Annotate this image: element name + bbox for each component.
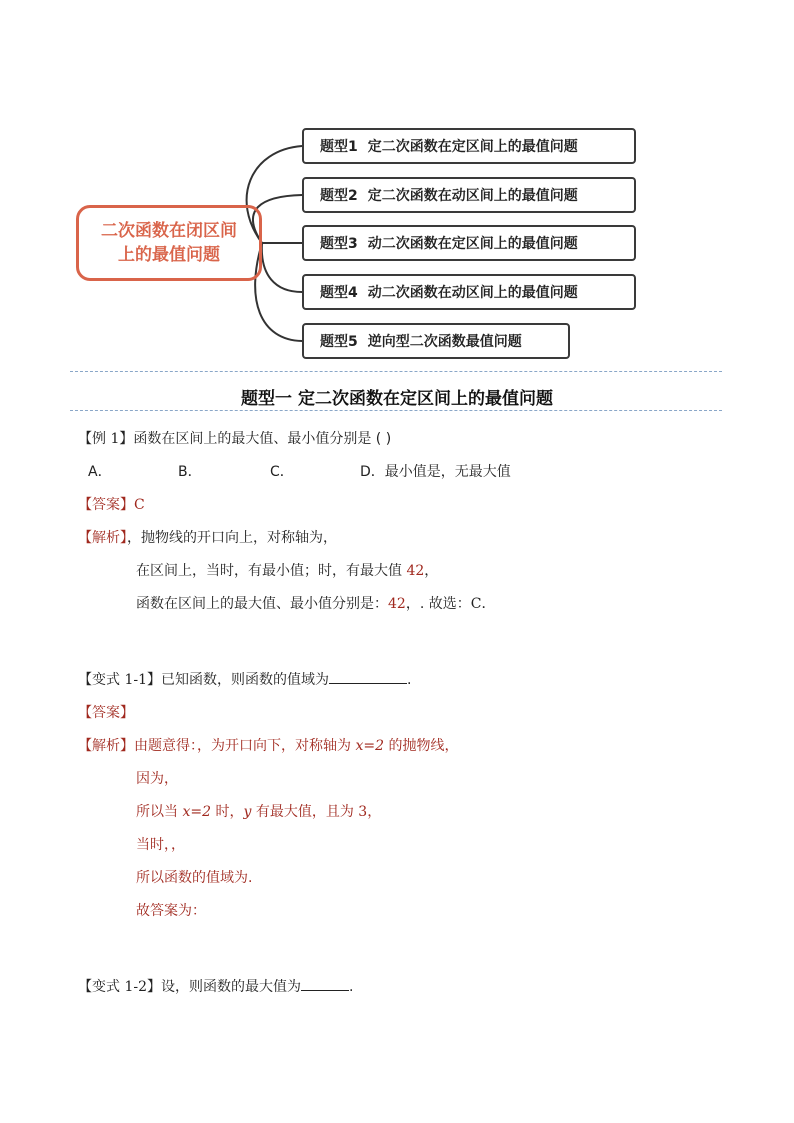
- answer-blank: [301, 976, 349, 991]
- variant1-analysis-line1: [78, 735, 458, 755]
- analysis-text: ．: [481, 596, 496, 612]
- variant1-label: 【变式 1-1】: [78, 672, 161, 688]
- analysis-text: 时，: [211, 804, 244, 820]
- mindmap-branch-1: [302, 128, 636, 164]
- analysis-value: y: [243, 804, 252, 820]
- mindmap-root: [76, 205, 262, 281]
- analysis-value: x=2: [182, 804, 211, 820]
- analysis-value: 42: [388, 596, 406, 612]
- branch-text: 动二次函数在定区间上的最值问题: [367, 236, 578, 252]
- analysis-label: 【解析】: [78, 530, 127, 546]
- option-b: B．: [178, 464, 202, 480]
- branch-number: 题型2: [320, 188, 358, 204]
- branch-number: 题型1: [320, 139, 358, 155]
- mindmap-branch-4: [302, 274, 636, 310]
- analysis-text: ，: [424, 563, 439, 579]
- example1-analysis-line1: [78, 527, 337, 547]
- branch-text: 动二次函数在动区间上的最值问题: [367, 285, 578, 301]
- branch-number: 题型4: [320, 285, 358, 301]
- example1-analysis-line2: [136, 560, 438, 580]
- question-end: .: [349, 979, 354, 995]
- answer-value: C: [134, 497, 145, 513]
- analysis-value: 42: [402, 563, 425, 579]
- analysis-value: 3: [358, 804, 368, 820]
- variant1-analysis-line5: 所以函数的值域为.: [136, 870, 253, 886]
- variant1-analysis-line6: 故答案为：: [136, 903, 206, 919]
- variant1-question-line: [78, 669, 411, 689]
- branch-number: 题型3: [320, 236, 358, 252]
- option-a: A．: [88, 464, 112, 480]
- example1-label: 【例 1】: [78, 431, 134, 447]
- example1-question: 函数在区间上的最大值、最小值分别是 ( ): [133, 431, 392, 447]
- divider-top: [70, 371, 722, 372]
- branch-text: 定二次函数在动区间上的最值问题: [367, 188, 578, 204]
- divider-bottom: [70, 410, 722, 411]
- question-end: .: [407, 672, 412, 688]
- branch-number: 题型5: [320, 334, 358, 350]
- option-c: C．: [270, 464, 294, 480]
- answer-label: 【答案】: [78, 497, 134, 513]
- analysis-text: 所以当: [136, 804, 183, 820]
- analysis-text: ，抛物线的开口向上，对称轴为，: [127, 530, 337, 546]
- analysis-text: 有最大值，且为: [251, 804, 359, 820]
- branch-text: 定二次函数在定区间上的最值问题: [367, 139, 578, 155]
- variant2-question-line: [78, 976, 353, 996]
- example1-question-line: [78, 428, 391, 448]
- answer-blank: [329, 669, 407, 684]
- mindmap-branch-3: [302, 225, 636, 261]
- analysis-text: 函数在区间上的最大值、最小值分别是：: [136, 596, 388, 612]
- section-title: 题型一 定二次函数在定区间上的最值问题: [241, 389, 553, 409]
- variant1-answer-line: [78, 702, 134, 722]
- answer-label: 【答案】: [78, 705, 134, 721]
- mindmap-branch-2: [302, 177, 636, 213]
- analysis-text: 的抛物线，: [384, 738, 459, 754]
- analysis-text: 由题意得：，为开口向下，对称轴为: [134, 738, 356, 754]
- analysis-label: 【解析】: [78, 738, 134, 754]
- variant1-analysis-line2: 因为，: [136, 771, 178, 787]
- mindmap-root-line2: 上的最值问题: [118, 245, 220, 265]
- mindmap-branch-5: [302, 323, 570, 359]
- analysis-text: 在区间上，当时，有最小值；时，有最大值: [136, 563, 402, 579]
- branch-text: 逆向型二次函数最值问题: [367, 334, 522, 350]
- variant1-analysis-line3: [136, 801, 381, 821]
- variant2-label: 【变式 1-2】: [78, 979, 161, 995]
- variant1-question: 已知函数，则函数的值域为: [161, 672, 329, 688]
- variant2-question: 设，则函数的最大值为: [161, 979, 301, 995]
- option-d: D．最小值是，无最大值: [360, 464, 511, 480]
- mindmap-root-line1: 二次函数在闭区间: [101, 221, 237, 241]
- variant1-analysis-line4: 当时，，: [136, 837, 185, 853]
- example1-analysis-line3: [136, 593, 495, 613]
- analysis-value: x=2: [355, 738, 384, 754]
- analysis-text: ，. 故选：: [405, 596, 471, 612]
- example1-answer-line: [78, 494, 145, 514]
- analysis-text: ，: [367, 804, 382, 820]
- analysis-choice: C: [470, 596, 482, 612]
